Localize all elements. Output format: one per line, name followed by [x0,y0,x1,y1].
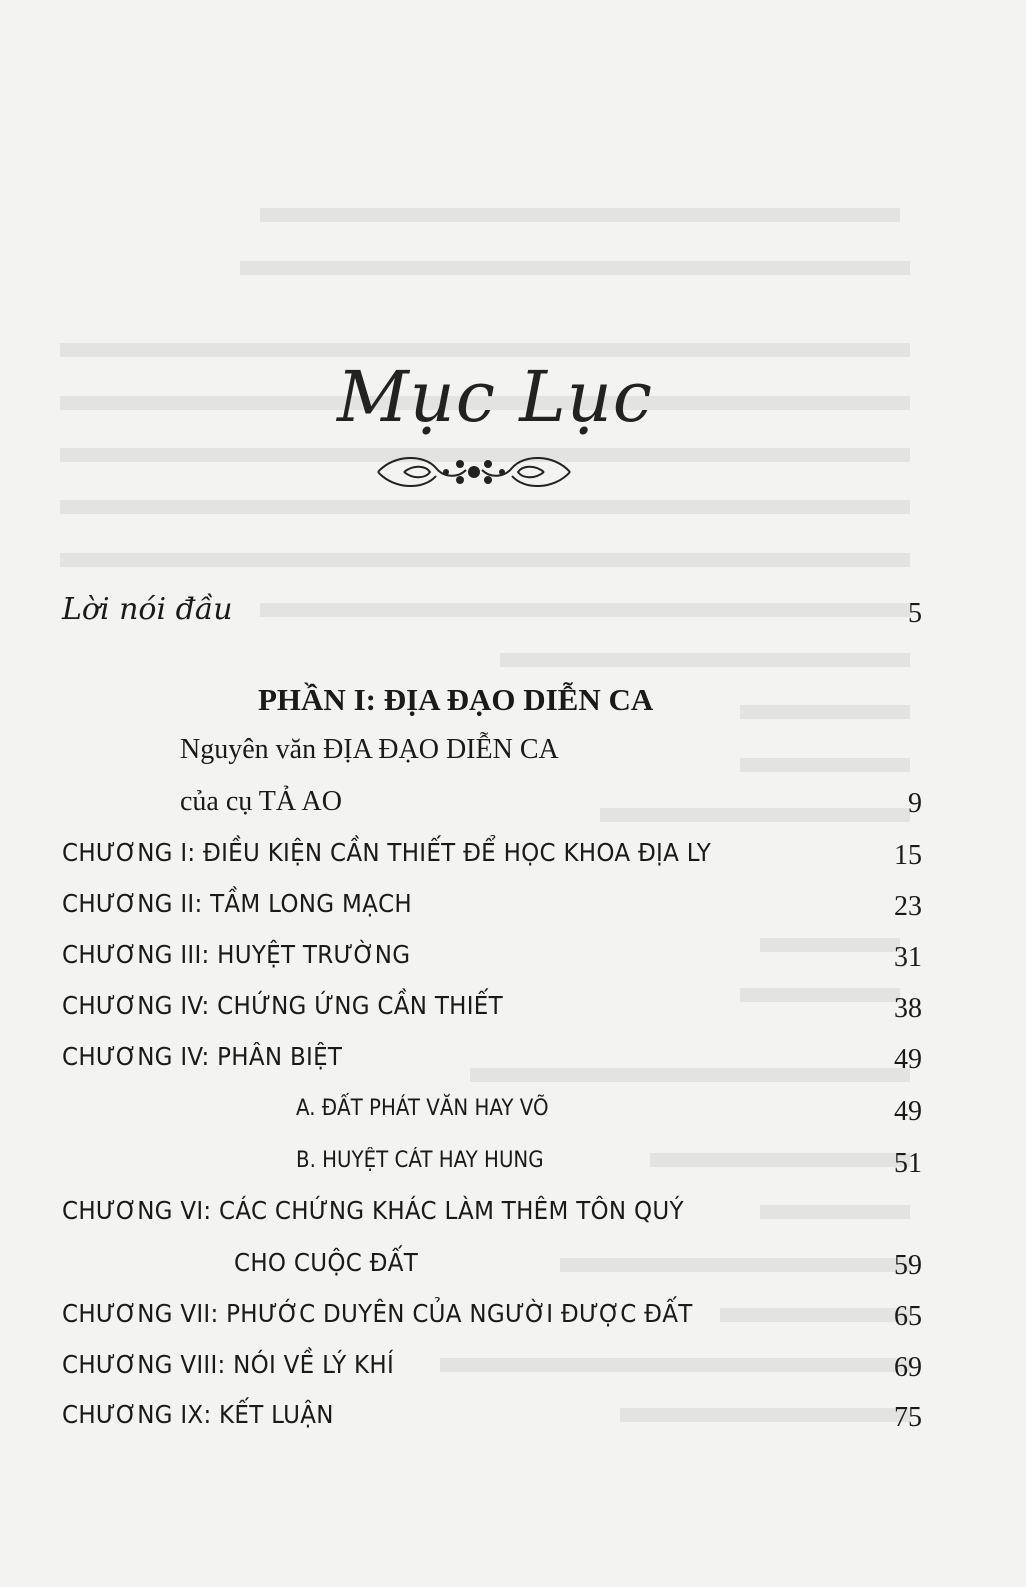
toc-title-block [300,356,700,496]
toc-entry-chapter-1[interactable] [0,836,1026,880]
toc-entry-page: 69 [894,1352,922,1383]
toc-entry-label: của cụ TẢ AO [180,786,342,817]
toc-entry-page: 23 [894,891,922,922]
toc-entry-label: CHƯƠNG IV: PHÂN BIỆT [62,1042,343,1071]
toc-entry-label: CHƯƠNG VII: PHƯỚC DUYÊN CỦA NGƯỜI ĐƯỢC ĐẤT [62,1299,693,1328]
toc-entry-chapter-7[interactable] [0,1297,1026,1341]
page-title: Mục Lục [337,356,653,438]
toc-entry-chapter-5[interactable] [0,1040,1026,1084]
toc-entry-chapter-6-cont[interactable] [0,1246,1026,1290]
toc-entry-page: 49 [894,1044,922,1075]
toc-entry-page: 65 [894,1301,922,1332]
toc-entry-page: 51 [894,1148,922,1179]
toc-entry-label: CHO CUỘC ĐẤT [234,1248,419,1277]
toc-entry-page: 31 [894,942,922,973]
toc-entry-label: CHƯƠNG VIII: NÓI VỀ LÝ KHÍ [62,1350,395,1379]
toc-entry-chapter-9[interactable] [0,1398,1026,1442]
toc-entry-page: 9 [908,788,922,819]
toc-entry-chapter-8[interactable] [0,1348,1026,1392]
toc-entry-part-source[interactable] [0,786,1026,830]
toc-entry-chapter-4[interactable] [0,989,1026,1033]
toc-entry-chapter-3[interactable] [0,938,1026,982]
toc-entry-page: 75 [894,1402,922,1433]
toc-entry-subsection-b[interactable] [0,1144,1026,1188]
toc-entry-label: CHƯƠNG III: HUYỆT TRƯỜNG [62,940,411,969]
toc-entry-label: CHƯƠNG VI: CÁC CHỨNG KHÁC LÀM THÊM TÔN QUÝ [62,1196,684,1225]
toc-entry-label: B. HUYỆT CÁT HAY HUNG [296,1148,544,1173]
part-line-1 [0,734,1026,778]
toc-entry-label: CHƯƠNG IV: CHỨNG ỨNG CẦN THIẾT [62,991,503,1020]
toc-entry-page: 38 [894,993,922,1024]
toc-entry-label: CHƯƠNG II: TẦM LONG MẠCH [62,889,412,918]
toc-entry-label: CHƯƠNG I: ĐIỀU KIỆN CẦN THIẾT ĐỂ HỌC KHOA ĐỊA LY [62,838,712,867]
part-heading [0,682,1026,726]
toc-entry-label: Lời nói đầu [62,592,233,627]
toc-entry-page: 59 [894,1250,922,1281]
toc-entry-page: 5 [908,598,922,629]
flourish-ornament-icon [374,450,574,494]
toc-entry-label: A. ĐẤT PHÁT VĂN HAY VÕ [296,1096,549,1121]
toc-entry-chapter-2[interactable] [0,887,1026,931]
toc-entry-label: CHƯƠNG IX: KẾT LUẬN [62,1400,334,1429]
toc-entry-page: 15 [894,840,922,871]
toc-entry-subsection-a[interactable] [0,1092,1026,1136]
part-heading-text: PHẦN I: ĐỊA ĐẠO DIỄN CA [258,682,654,717]
toc-entry-intro[interactable] [0,592,1026,636]
toc-entry-chapter-6[interactable] [0,1194,1026,1238]
toc-entry-page: 49 [894,1096,922,1127]
part-line-1-text: Nguyên văn ĐỊA ĐẠO DIỄN CA [180,734,559,765]
